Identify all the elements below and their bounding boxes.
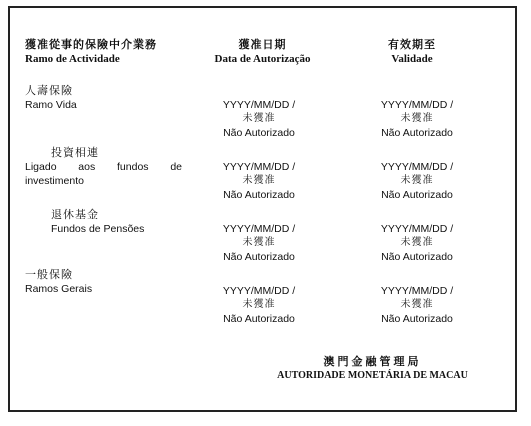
row-life-validity (362, 98, 472, 140)
not-authorized-pt: Não Autorizado (381, 189, 453, 201)
header-activity (25, 38, 157, 66)
not-authorized-zh: 未獲准 (400, 237, 434, 248)
header-date-zh: 獲准日期 (238, 38, 287, 51)
row-pension-date (204, 222, 314, 264)
row-investment-date (204, 160, 314, 202)
not-authorized-pt: Não Autorizado (381, 127, 453, 139)
date-placeholder: YYYY/MM/DD / (222, 285, 296, 297)
row-pension-validity (362, 222, 472, 264)
header-date-pt: Data de Autorização (214, 53, 311, 65)
not-authorized-pt: Não Autorizado (223, 189, 295, 201)
not-authorized-pt: Não Autorizado (223, 313, 295, 325)
header-activity-pt: Ramo de Actividade (25, 53, 120, 65)
date-placeholder: YYYY/MM/DD / (222, 99, 296, 111)
not-authorized-pt: Não Autorizado (223, 127, 295, 139)
section-life (25, 84, 77, 112)
row-general-date (204, 284, 314, 326)
section-investment (25, 146, 182, 188)
not-authorized-zh: 未獲准 (400, 175, 434, 186)
not-authorized-pt: Não Autorizado (381, 313, 453, 325)
section-general-pt: Ramos Gerais (25, 283, 93, 295)
header-activity-zh: 獲准從事的保險中介業務 (25, 38, 157, 51)
not-authorized-pt: Não Autorizado (381, 251, 453, 263)
not-authorized-zh: 未獲准 (400, 113, 434, 124)
section-pension (51, 208, 144, 236)
header-validity-zh: 有效期至 (388, 38, 436, 51)
date-placeholder: YYYY/MM/DD / (380, 285, 454, 297)
section-investment-pt: Ligado aos fundos de investimento (25, 161, 182, 187)
header-validity-pt: Validade (391, 53, 433, 65)
header-date (205, 38, 320, 66)
authority-name-pt: AUTORIDADE MONETÁRIA DE MACAU (277, 370, 468, 381)
row-investment-validity (362, 160, 472, 202)
row-life-date (204, 98, 314, 140)
not-authorized-zh: 未獲准 (242, 237, 276, 248)
date-placeholder: YYYY/MM/DD / (380, 223, 454, 235)
section-life-pt: Ramo Vida (25, 99, 77, 111)
section-pension-zh: 退休基金 (51, 208, 99, 221)
not-authorized-zh: 未獲准 (242, 299, 276, 310)
authority-name-zh: 澳門金融管理局 (323, 355, 422, 368)
date-placeholder: YYYY/MM/DD / (222, 223, 296, 235)
row-general-validity (362, 284, 472, 326)
not-authorized-zh: 未獲准 (242, 113, 276, 124)
date-placeholder: YYYY/MM/DD / (380, 161, 454, 173)
header-validity (372, 38, 452, 66)
section-pension-pt: Fundos de Pensões (51, 223, 145, 235)
section-general-zh: 一般保險 (25, 268, 73, 281)
not-authorized-zh: 未獲准 (242, 175, 276, 186)
section-life-zh: 人壽保險 (25, 84, 73, 97)
not-authorized-pt: Não Autorizado (223, 251, 295, 263)
date-placeholder: YYYY/MM/DD / (222, 161, 296, 173)
section-investment-zh: 投資相連 (51, 146, 99, 159)
section-general (25, 268, 92, 296)
date-placeholder: YYYY/MM/DD / (380, 99, 454, 111)
issuing-authority (260, 354, 485, 383)
not-authorized-zh: 未獲准 (400, 299, 434, 310)
